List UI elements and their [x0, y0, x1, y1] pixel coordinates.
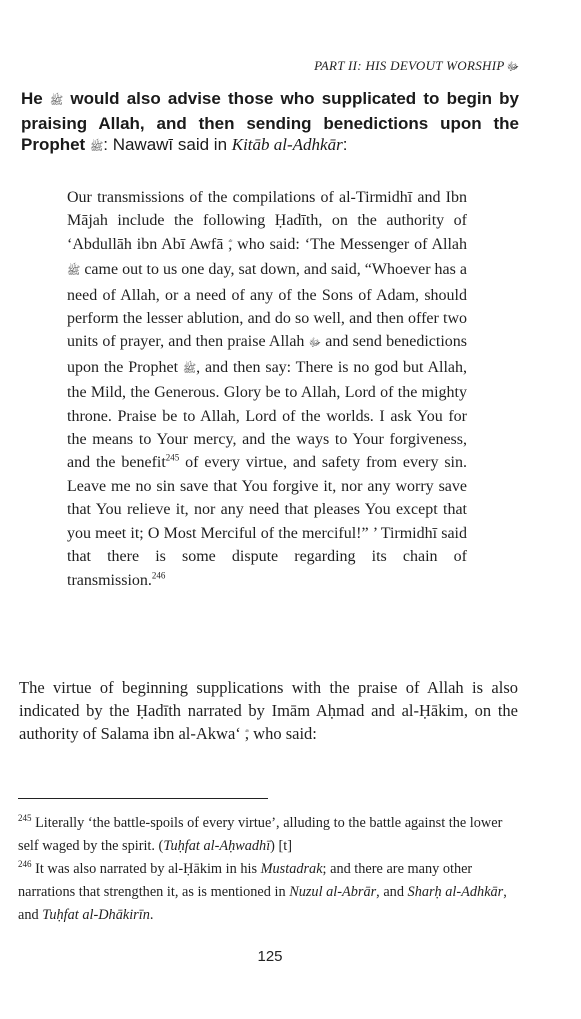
footnote-text: ) [t] [270, 838, 293, 854]
quote-text: , and then say: There is no god but Allah, the Mild, the Generous. Glory be to Allah, Lord of the mighty throne. Praise be to Allah, Lord of the worlds. I ask You for the means to Your mercy, and the ways to Your forgiveness, and the benefit [67, 358, 467, 472]
footnote-text: . [149, 907, 154, 923]
footnotes [18, 812, 514, 927]
book-title: Nuzul al-Abrār [289, 884, 377, 900]
honorific-glyph: ﷻ [308, 337, 322, 350]
footnote-text: , and [18, 884, 507, 923]
salutation-glyph: ﷺ [89, 141, 104, 153]
footnote-ref[interactable]: 245 [165, 453, 180, 464]
salutation-glyph: ﷺ [49, 95, 64, 107]
footnote-text: It was also narrated by al-Ḥākim in his [31, 861, 261, 877]
footnote-divider [18, 798, 268, 799]
footnote-ref[interactable]: 246 [151, 570, 166, 581]
running-header [314, 58, 519, 76]
page-number: 125 [257, 948, 283, 965]
quote-text: Our transmissions of the compilations of al-Tirmidhī and Ibn Mājah include the following Ḥadīth, on the authority of ‘Abdullāh ibn Abī Awfā [67, 189, 467, 253]
lead-text: He [21, 89, 50, 108]
footnote-text: Literally ‘the battle-spoils of every virtue’, alluding to the battle against the lower self waged by the spirit. ( [18, 815, 503, 854]
footnote-245 [18, 812, 514, 858]
quote-text: of every virtue, and safety from every sin. Leave me no sin save that You forgive it, nor any worry save that You relieve it, nor any need that pleases You except that you meet it; O Most Merciful of the merciful!” ’ Tirmidhī said that there is some dispute regarding its chain of transmission. [67, 454, 467, 589]
body-paragraph [19, 676, 518, 748]
footnote-246 [18, 858, 514, 927]
book-title: Kitāb al-Adhkār [231, 135, 343, 154]
quote-text: came out to us one day, sat down, and said, “Whoever has a need of Allah, or a need of any of the Sons of Adam, should perform the lesser ablution, and do so well, and then offer two units of prayer, and then praise Allah [67, 261, 467, 351]
book-title: Tuḥfat al-Dhākirīn [42, 907, 150, 923]
footnote-text: , and [376, 884, 408, 900]
salutation-glyph: ﷺ [182, 362, 197, 375]
quote-text: and send benedictions upon the Prophet [67, 333, 468, 376]
lead-text: : Nawawī said in [103, 135, 232, 154]
book-title: Mustadrak [260, 861, 323, 877]
salutation-glyph: ﷺ [67, 265, 81, 278]
quote-text: , who said: ‘The Messenger of Allah [228, 235, 468, 253]
book-title: Tuḥfat al-Aḥwadhī [163, 838, 271, 854]
book-title: Sharḥ al-Adhkār [407, 884, 504, 900]
footnote-number: 246 [18, 859, 32, 870]
footnote-number: 245 [18, 813, 32, 824]
block-quote [67, 186, 467, 592]
lead-text: would also advise those who supplicated to begin by praising Allah, and then sending benedictions upon the Prophet [21, 89, 519, 154]
footnote-text: ; and there are many other narrations that strengthen it, as is mentioned in [18, 861, 473, 900]
running-title: PART II: HIS DEVOUT WORSHIP [314, 58, 505, 73]
honorific-glyph: ﷻ [506, 61, 519, 73]
lead-paragraph [21, 88, 519, 159]
body-text: , who said: [244, 724, 317, 743]
body-text: The virtue of beginning supplications with the praise of Allah is also indicated by the Ḥadīth narrated by Imām Aḥmad and al-Ḥākim, on the authority of Salama ibn al-Akwa‘ [19, 678, 518, 743]
lead-text: : [342, 135, 348, 154]
